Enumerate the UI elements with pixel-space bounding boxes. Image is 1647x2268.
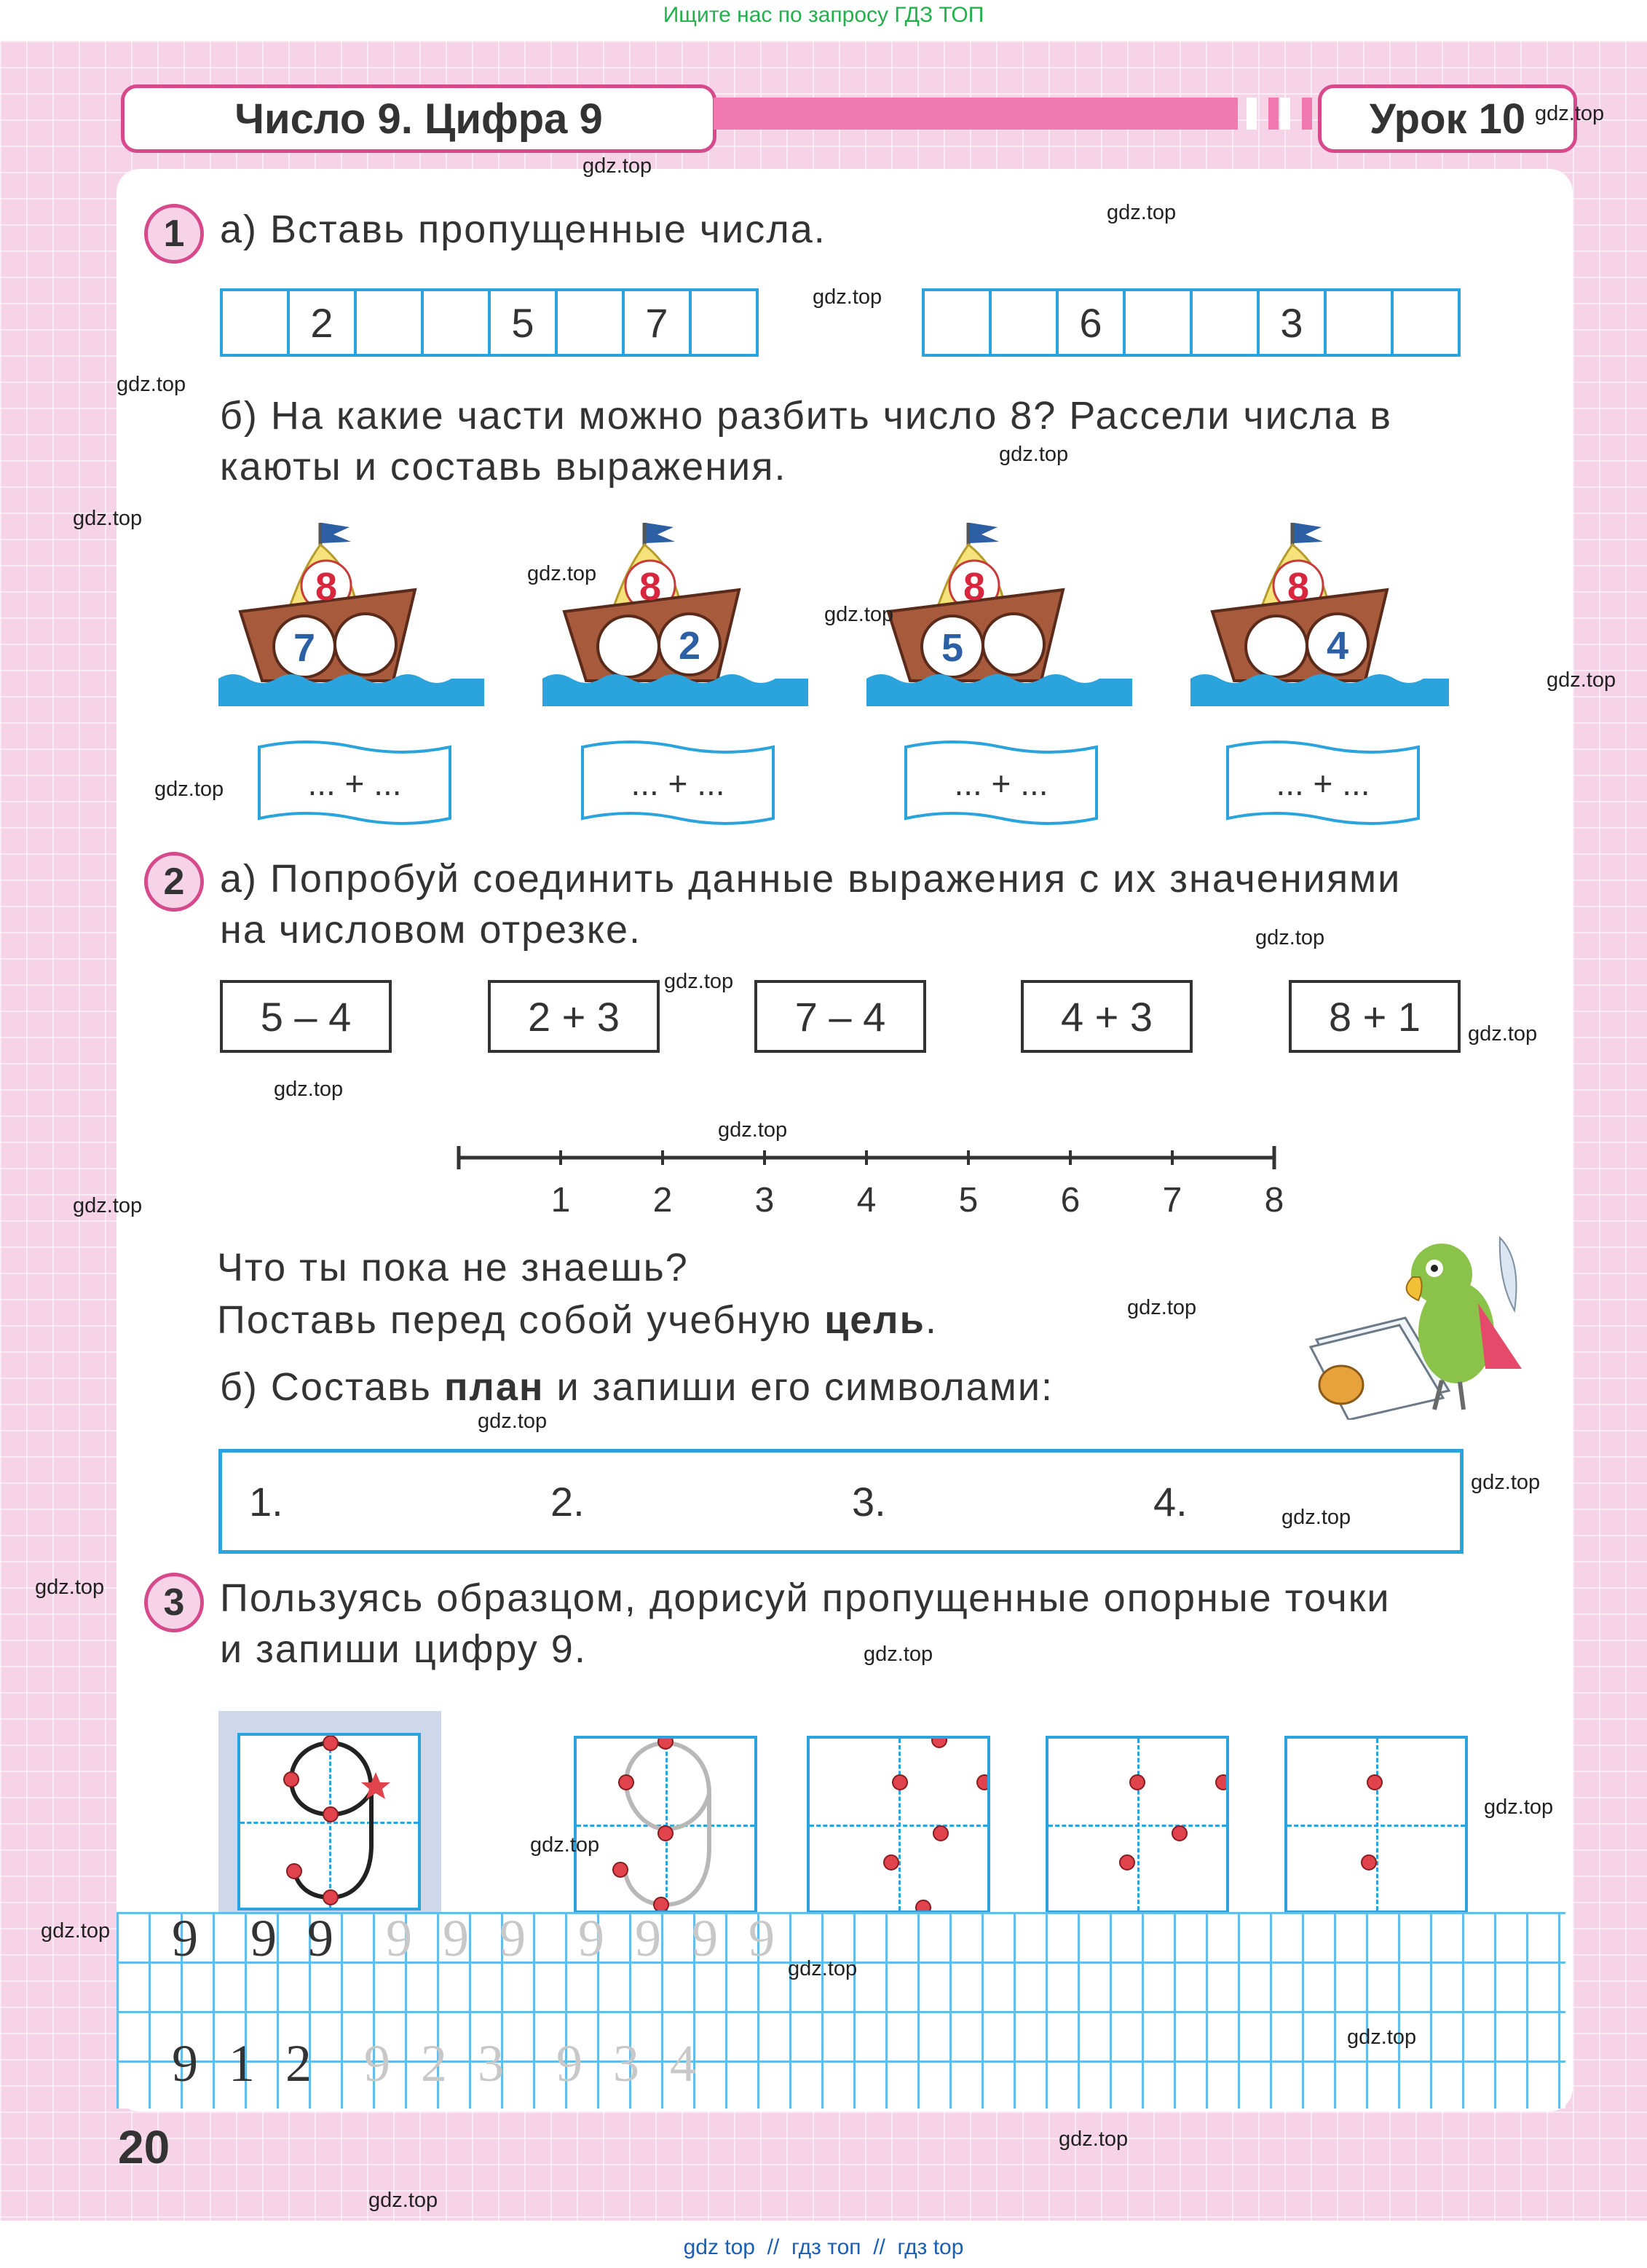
band-stripe [1268, 98, 1279, 130]
band-stripe [1247, 98, 1257, 130]
plan-item: 2. [550, 1479, 585, 1525]
expression-card[interactable]: 8 + 1 [1289, 980, 1461, 1053]
watermark: gdz.top [813, 285, 882, 309]
watermark: gdz.top [478, 1410, 548, 1433]
task-2a-text-line2: на числовом отрезке. [220, 908, 642, 952]
watermark: gdz.top [35, 1576, 105, 1599]
number-line-label: 2 [652, 1181, 673, 1220]
expression-flag[interactable] [1225, 740, 1421, 826]
number-row-1 [220, 288, 759, 357]
task-3-number: 3 [144, 1573, 204, 1632]
expression-card[interactable]: 4 + 3 [1021, 980, 1193, 1053]
number-line-label: 3 [754, 1181, 775, 1220]
header-notice[interactable]: Ищите нас по запросу ГДЗ ТОП [663, 3, 984, 27]
watermark: gdz.top [274, 1078, 344, 1101]
number-cell[interactable] [424, 291, 491, 354]
number-cell[interactable] [1394, 291, 1458, 354]
watermark: gdz.top [864, 1643, 933, 1666]
copy-trace: 9 3 4 [556, 2034, 705, 2093]
watermark: gdz.top [41, 1919, 111, 1943]
digit-practice-box[interactable] [574, 1736, 757, 1913]
number-cell[interactable]: 7 [625, 291, 692, 354]
number-cell[interactable] [357, 291, 424, 354]
task-1b-text-line1: б) На какие части можно разбить число 8? Рассели числа в [220, 394, 1392, 438]
number-cell[interactable] [558, 291, 625, 354]
watermark: gdz.top [999, 443, 1069, 466]
flag-text: ... + ... [631, 764, 725, 802]
expression-flag[interactable] [580, 740, 776, 826]
copy-trace: 9 9 9 [386, 1908, 534, 1967]
watermark: gdz.top [116, 373, 186, 396]
number-cell[interactable] [1126, 291, 1193, 354]
boat-sail-number: 8 [963, 565, 986, 609]
number-line-label: 4 [856, 1181, 877, 1220]
question-line2: Поставь перед собой учебную цель. [217, 1298, 938, 1342]
number-line-ticks [551, 1150, 1284, 1220]
question-line1: Что ты пока не знаешь? [217, 1246, 689, 1289]
watermark: gdz.top [1471, 1471, 1541, 1494]
boat-sail-number: 8 [639, 565, 662, 609]
boat-cabin-number: 5 [941, 626, 964, 670]
task-2b-text: б) Составь план и запиши его символами: [220, 1365, 1054, 1409]
watermark: gdz.top [824, 603, 894, 626]
copy-trace: 9 9 9 9 [578, 1908, 783, 1967]
boat-sail-number: 8 [1287, 565, 1310, 609]
watermark: gdz.top [1535, 102, 1605, 125]
expression-card[interactable]: 5 – 4 [220, 980, 392, 1053]
flag-text: ... + ... [954, 764, 1048, 802]
expression-card[interactable]: 7 – 4 [754, 980, 926, 1053]
number-line-label: 8 [1264, 1181, 1284, 1220]
copy-sample: 9 [172, 1908, 207, 1967]
plan-word: план [443, 1365, 545, 1409]
task-3-text-line2: и запиши цифру 9. [220, 1627, 587, 1671]
number-cell[interactable] [925, 291, 992, 354]
task-2a-text-line1: а) Попробуй соединить данные выражения с их значениями [220, 857, 1402, 901]
plan-box[interactable] [218, 1449, 1464, 1554]
number-cell[interactable] [992, 291, 1059, 354]
digit-practice-box[interactable] [1046, 1736, 1229, 1913]
boat [218, 523, 484, 706]
watermark: gdz.top [530, 1833, 600, 1857]
watermark: gdz.top [1281, 1506, 1351, 1529]
task-2-number: 2 [144, 852, 204, 912]
sample-digit-box [237, 1733, 421, 1911]
watermark: gdz.top [1059, 2127, 1129, 2151]
copy-row [172, 2034, 705, 2093]
boat-cabin-number: 4 [1326, 624, 1349, 668]
plan-item: 3. [852, 1479, 886, 1525]
task-1-number: 1 [144, 204, 204, 264]
sample-nine [240, 1736, 418, 1908]
number-cell[interactable]: 2 [290, 291, 357, 354]
watermark: gdz.top [664, 970, 734, 993]
boat-sail-number: 8 [315, 565, 338, 609]
boat-cabin-number: 7 [293, 626, 316, 670]
watermark: gdz.top [788, 1957, 858, 1980]
flag-text: ... + ... [1276, 764, 1370, 802]
page-title-text: Число 9. Цифра 9 [234, 95, 603, 143]
number-line-label: 5 [958, 1181, 979, 1220]
lesson-label-text: Урок 10 [1369, 95, 1526, 143]
watermark: gdz.top [73, 507, 143, 530]
watermark: gdz.top [1484, 1795, 1554, 1819]
task-1a-text: а) Вставь пропущенные числа. [220, 208, 826, 251]
copy-sample: 9 1 2 [172, 2034, 320, 2093]
page-title [121, 84, 716, 153]
goal-word: цель [824, 1298, 925, 1342]
copy-sample: 9 9 [250, 1908, 342, 1967]
task-1b-text-line2: каюты и составь выражения. [220, 445, 787, 489]
parrot-illustration [1303, 1230, 1529, 1420]
number-line [444, 1136, 1303, 1223]
number-cell[interactable] [692, 291, 756, 354]
number-cell[interactable]: 3 [1260, 291, 1327, 354]
number-cell[interactable]: 5 [491, 291, 558, 354]
number-cell[interactable] [1327, 291, 1394, 354]
expression-card[interactable]: 2 + 3 [488, 980, 660, 1053]
flag-text: ... + ... [307, 764, 402, 802]
copy-row [172, 1908, 783, 1967]
plan-item: 4. [1153, 1479, 1188, 1525]
number-line-label: 7 [1162, 1181, 1182, 1220]
page-number: 20 [118, 2121, 170, 2173]
watermark: gdz.top [1468, 1022, 1538, 1046]
watermark: gdz.top [1255, 926, 1325, 949]
task-3-text-line1: Пользуясь образцом, дорисуй пропущенные опорные точки [220, 1576, 1391, 1620]
watermark: gdz.top [527, 562, 597, 585]
watermark: gdz.top [1127, 1296, 1197, 1319]
footer-notice[interactable]: gdz top // гдз топ // гдз top [683, 2235, 964, 2259]
plan-item: 1. [249, 1479, 283, 1525]
title-band [714, 98, 1238, 130]
number-row-2 [922, 288, 1461, 357]
reference-dots [810, 1739, 987, 1911]
digit-practice-box[interactable] [807, 1736, 990, 1913]
watermark: gdz.top [1347, 2026, 1417, 2049]
watermark: gdz.top [368, 2189, 438, 2212]
watermark: gdz.top [718, 1118, 788, 1142]
number-cell[interactable] [223, 291, 290, 354]
watermark: gdz.top [1547, 668, 1616, 692]
trace-nine [577, 1739, 754, 1911]
watermark: gdz.top [1107, 201, 1177, 224]
digit-practice-box[interactable] [1284, 1736, 1468, 1913]
reference-dots [1048, 1739, 1226, 1911]
boat-cabin-number: 2 [678, 624, 701, 668]
expression-flag[interactable] [256, 740, 453, 826]
number-line-label: 1 [550, 1181, 571, 1220]
number-line-label: 6 [1060, 1181, 1081, 1220]
watermark: gdz.top [73, 1194, 143, 1217]
expression-flag[interactable] [903, 740, 1099, 826]
watermark: gdz.top [582, 154, 652, 178]
band-stripe [1280, 98, 1290, 130]
watermark: gdz.top [154, 778, 224, 801]
number-cell[interactable]: 6 [1059, 291, 1126, 354]
copy-trace: 9 2 3 [364, 2034, 513, 2093]
number-cell[interactable] [1193, 291, 1260, 354]
band-stripe [1302, 98, 1312, 130]
reference-dots [1287, 1739, 1465, 1911]
